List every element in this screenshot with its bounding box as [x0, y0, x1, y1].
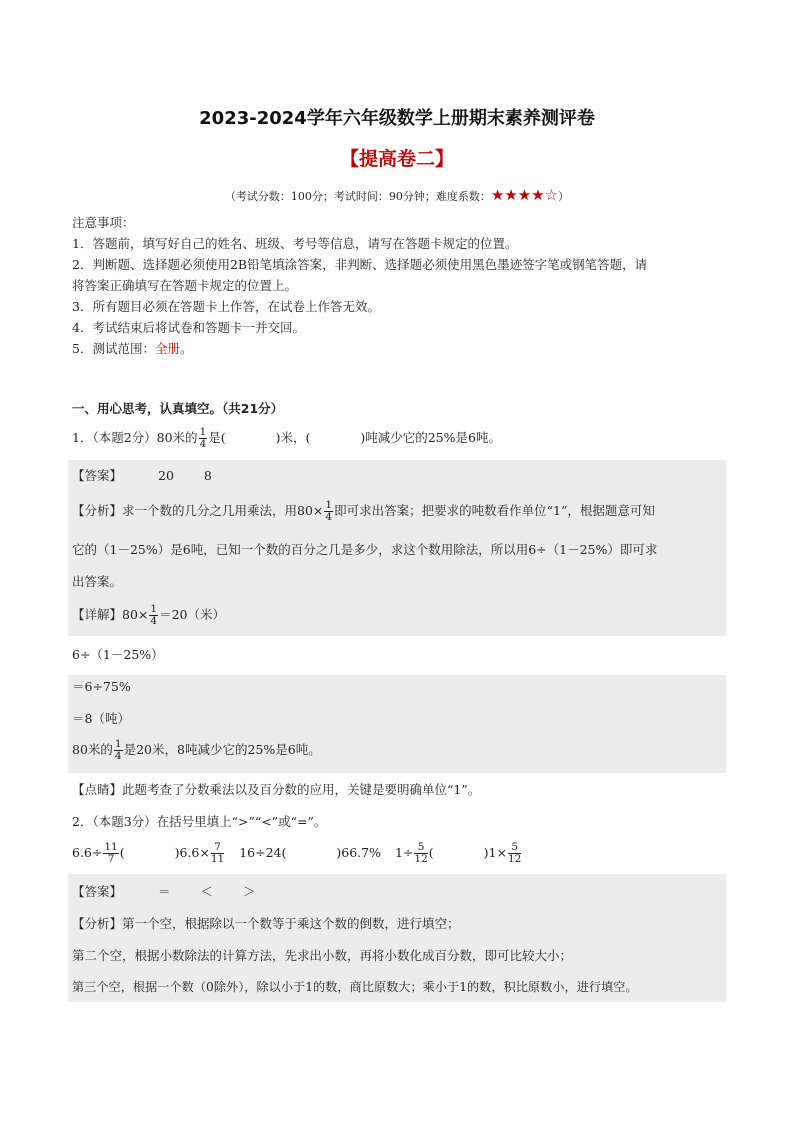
exam-meta [0, 186, 794, 204]
answer-value: ＞ [243, 884, 256, 899]
fraction [149, 604, 158, 627]
frac-num: 11 [104, 841, 118, 853]
answer-label: 【答案】 [72, 884, 123, 899]
tip-label: 【点睛】 [72, 782, 123, 797]
analysis-label: 【分析】 [72, 503, 123, 518]
frac-den: 12 [507, 853, 522, 865]
scope-end: 。 [179, 341, 193, 356]
q2-answer [72, 882, 256, 900]
frac-den: 11 [210, 853, 225, 865]
section-heading: 一、用心思考，认真填空。（共21分） [72, 401, 284, 416]
q1-detail-line4: ＝8（吨） [72, 711, 130, 726]
detail-label: 【详解】 [72, 607, 123, 622]
q2-expressions [72, 842, 522, 865]
q1-detail-line2: 6÷（1－25%） [72, 647, 164, 662]
note-item: 3．所有题目必须在答题卡上作答，在试卷上作答无效。 [72, 299, 380, 314]
q1-answer [72, 466, 212, 484]
meta-prefix: （考试分数：100分；考试时间：90分钟；难度系数： [224, 190, 491, 203]
fraction [414, 842, 427, 865]
q2-stem: 2．（本题3分）在括号里填上“>”“<”或“=”。 [72, 814, 327, 829]
q1-stem-b: 是( )米，( )吨减少它的25%是6吨。 [208, 430, 501, 445]
analysis-text: 求一个数的几分之几用乘法，用80× [122, 503, 324, 518]
note-item: 将答案正确填写在答题卡规定的位置上。 [72, 278, 298, 293]
answer-value: ＝ [158, 884, 171, 899]
q1-tip [72, 780, 480, 798]
meta-suffix: ） [558, 190, 570, 203]
answer-label: 【答案】 [72, 468, 123, 483]
note-item: 4．考试结束后将试卷和答题卡一并交回。 [72, 320, 305, 335]
fraction [114, 739, 123, 762]
frac-den: 7 [107, 853, 115, 865]
expr-text: 1÷ [394, 845, 414, 860]
q1-stem [72, 427, 501, 450]
conclusion-text: 80米的 [72, 742, 113, 757]
fraction [324, 500, 333, 523]
notes-block [72, 212, 732, 359]
frac-num: 1 [150, 603, 158, 615]
q1-analysis [72, 500, 655, 523]
analysis-label: 【分析】 [72, 916, 123, 931]
q1-detail [72, 604, 225, 627]
q1-stem-a: 1．（本题2分）80米的 [72, 430, 198, 445]
page-title: 2023-2024学年六年级数学上册期末素养测评卷 [199, 108, 595, 129]
frac-num: 5 [414, 842, 427, 854]
analysis-text: 第一个空，根据除以一个数等于乘这个数的倒数，进行填空； [122, 916, 460, 931]
frac-num: 7 [211, 842, 224, 854]
fraction [508, 842, 521, 865]
frac-den: 4 [114, 750, 122, 762]
frac-num: 1 [325, 499, 333, 511]
notes-heading: 注意事项： [72, 215, 135, 230]
frac-num: 1 [114, 738, 122, 750]
q1-analysis-line3: 出答案。 [72, 574, 123, 589]
q1-detail-line3: ＝6÷75% [72, 679, 131, 694]
fraction [103, 842, 118, 865]
scope-value: 全册 [154, 341, 180, 356]
frac-den: 12 [414, 853, 428, 865]
q2-analysis-line3: 第三个空，根据一个数（0除外），除以小于1的数，商比原数大；乘小于1的数，积比原数小，进行填空。 [72, 980, 638, 994]
answer-value: 8 [203, 468, 212, 483]
answer-value: ＜ [200, 884, 214, 899]
q1-analysis-line2: 它的（1－25%）是6吨，已知一个数的百分之几是多少，求这个数用除法，所以用6÷（1－25%）即可求 [72, 542, 658, 557]
q2-analysis-line2: 第二个空，根据小数除法的计算方法，先求出小数，再将小数化成百分数，即可比较大小； [72, 948, 573, 963]
note-scope [72, 338, 732, 359]
frac-den: 4 [325, 511, 333, 523]
note-item: 1．答题前，填写好自己的姓名、班级、考号等信息，请写在答题卡规定的位置。 [72, 236, 518, 251]
difficulty-star-empty: ☆ [544, 186, 559, 204]
expr-text: ( )1× [428, 845, 507, 860]
conclusion-text: 是20米，8吨减少它的25%是6吨。 [123, 742, 321, 757]
q1-conclusion [72, 739, 321, 762]
fraction [199, 427, 208, 450]
detail-text: 80× [122, 607, 149, 622]
tip-text: 此题考查了分数乘法以及百分数的应用，关键是要明确单位“1”。 [122, 782, 481, 797]
difficulty-stars: ★★★★ [490, 186, 545, 204]
expr-text: ( )6.6× [119, 845, 210, 860]
frac-den: 4 [199, 438, 207, 450]
frac-den: 4 [150, 615, 158, 627]
detail-text: ＝20（米） [159, 607, 225, 622]
fraction [211, 842, 224, 865]
note-item: 2．判断题、选择题必须使用2B铅笔填涂答案，非判断、选择题必须使用黑色墨迹签字笔或钢笔答题，请 [72, 257, 648, 272]
answer-value: 20 [158, 468, 174, 483]
frac-num: 5 [508, 842, 521, 854]
analysis-text: 即可求出答案；把要求的吨数看作单位“1”，根据题意可知 [334, 503, 655, 518]
scope-label: 5．测试范围： [72, 341, 155, 356]
page-subtitle: 【提高卷二】 [339, 148, 454, 170]
expr-text: 6.6÷ [72, 845, 103, 860]
frac-num: 1 [199, 426, 207, 438]
expr-text: 16÷24( )66.7% [239, 845, 381, 860]
q2-analysis [72, 914, 460, 932]
